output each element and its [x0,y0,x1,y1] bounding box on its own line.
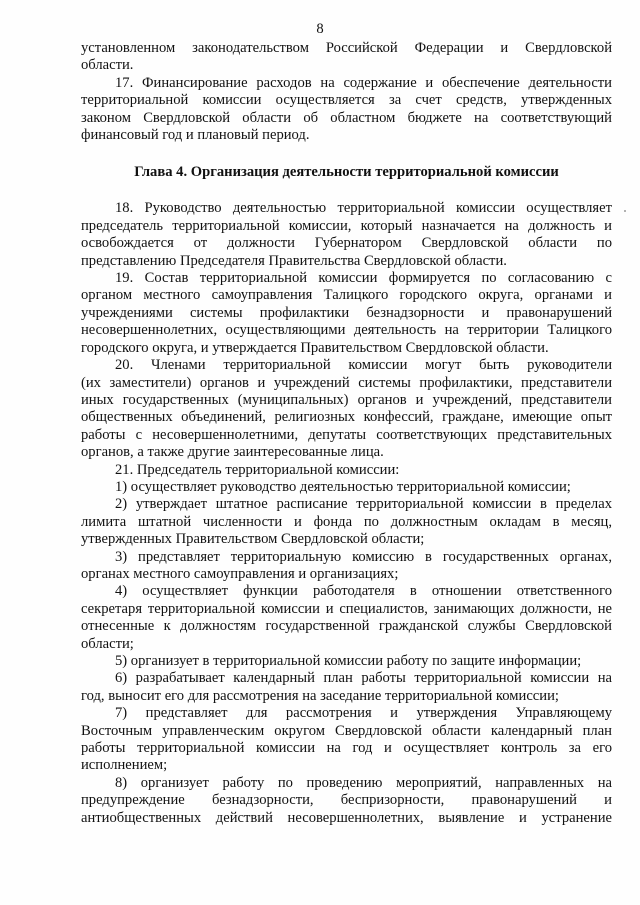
text-line: 6) разрабатывает календарный план работы территориальной комиссии на [115,670,612,687]
text-line: исполнением; [81,757,168,774]
text-line: финансовый год и плановый период. [81,127,310,144]
document-body [81,40,612,827]
text-line: иных государственных (муниципальных) органов и учреждений, представители [81,391,612,408]
text-line: антиобщественных действий несовершеннолетних, выявление и устранение [81,809,612,826]
text-line: 20. Членами территориальной комиссии могут быть руководители [115,357,612,374]
text-line: городского округа, и утверждается Правительством Свердловской области. [81,339,549,356]
text-line: органом местного самоуправления Талицкого городского округа, органами и [81,287,612,304]
text-line: лимита штатной численности и фонда по должностным окладам в месяц, [81,513,612,530]
text-line: 18. Руководство деятельностью территориальной комиссии осуществляет [115,200,612,217]
scan-artifact [624,210,626,212]
text-line: 17. Финансирование расходов на содержание и обеспечение деятельности [115,74,612,91]
text-line: 21. Председатель территориальной комиссии: [115,461,400,478]
text-line: освобождается от должности Губернатором Свердловской области по [81,235,612,252]
text-line: несовершеннолетних, осуществляющими деятельность на территории Талицкого [81,322,612,339]
text-line: год, выносит его для рассмотрения на заседание территориальной комиссии; [81,687,559,704]
text-line: Восточным управленческим округом Свердловской области календарный план [81,722,612,739]
text-line: области. [81,57,134,74]
text-line: 4) осуществляет функции работодателя в отношении ответственного [115,583,612,600]
text-line: утвержденных Правительством Свердловской области; [81,531,425,548]
text-line: области; [81,635,134,652]
text-line: установленном законодательством Российской Федерации и Свердловской [81,40,612,56]
text-line: органах местного самоуправления и организациях; [81,565,399,582]
text-line: председатель территориальной комиссии, который назначается на должность и [81,217,612,234]
text-line: 19. Состав территориальной комиссии формируется по согласованию с [115,270,612,287]
text-line: 2) утверждает штатное расписание территориальной комиссии в пределах [115,496,612,513]
text-line: законом Свердловской области об областном бюджете на соответствующий [81,109,612,126]
text-line: (их заместители) органов и учреждений системы профилактики, представители [81,374,612,391]
text-line: работы территориальной комиссии на год и осуществляет контроль за его [81,740,612,757]
text-line: работы с несовершеннолетними, депутаты соответствующих представительных [81,426,612,443]
text-line: предупреждение безнадзорности, беспризорности, правонарушений и [81,792,612,809]
text-line: общественных объединений, религиозных конфессий, граждане, имеющие опыт [81,409,612,426]
text-line: 5) организует в территориальной комиссии работу по защите информации; [115,653,582,669]
text-line: отнесенные к должностям государственной гражданской службы Свердловской [81,618,612,635]
text-line: 7) представляет для рассмотрения и утверждения Управляющему [115,705,612,722]
text-line: 8) организует работу по проведению мероприятий, направленных на [115,774,612,791]
text-line: учреждениями системы профилактики безнадзорности и правонарушений [81,304,612,321]
text-line: представлению Председателя Правительства Свердловской области. [81,252,507,269]
text-line: территориальной комиссии осуществляется за счет средств, утвержденных [81,92,612,109]
chapter-heading: Глава 4. Организация деятельности территориальной комиссии [134,164,559,181]
text-line: 1) осуществляет руководство деятельностью территориальной комиссии; [115,478,571,495]
page-number: 8 [316,21,324,37]
text-line: органов, а также другие заинтересованные лица. [81,444,384,461]
text-line: 3) представляет территориальную комиссию в государственных органах, [115,548,612,565]
text-line: секретаря территориальной комиссии и специалистов, занимающих должности, не [81,600,612,617]
